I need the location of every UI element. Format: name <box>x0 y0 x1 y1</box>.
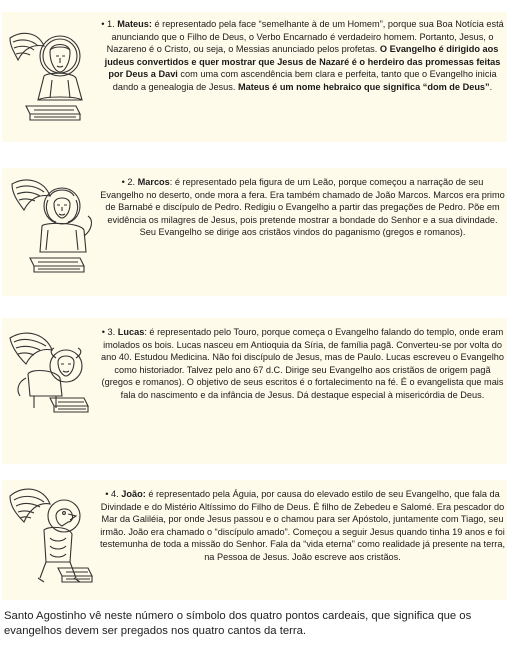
text-run-bold: Mateus é um nome hebraico que significa “dom de Deus” <box>237 81 490 92</box>
section-marcos <box>2 168 507 296</box>
evangelist-name: Mateus: <box>117 19 152 29</box>
winged-ox-icon <box>4 326 96 426</box>
evangelist-name: Lucas <box>117 327 145 337</box>
item-number: • 4. <box>105 489 119 499</box>
section-text <box>100 488 505 564</box>
section-mateus <box>2 12 507 142</box>
text-run: . <box>489 81 493 92</box>
section-lucas <box>2 318 507 464</box>
eagle-icon <box>4 482 96 592</box>
footer-note: Santo Agostinho vê neste número o símbolo dos quatro pontos cardeais, que significa que os evangelhos devem ser pregados nos quatro cantos da terra. <box>4 610 472 637</box>
section-text <box>100 176 505 239</box>
section-text <box>100 18 505 94</box>
winged-lion-icon <box>4 174 96 284</box>
text-run: com uma com ascendência bem clara e perfeita, tanto que o Evangelho inicia dando a genealogia de Jesus. <box>112 69 497 92</box>
man-angel-icon <box>4 26 96 130</box>
evangelist-name: Marcos <box>137 177 170 187</box>
text-run: : é representado pela figura de um Leão, porque começou a narração de seu Evangelho no deserto, onde mora a fera. Era também chamado de João Marcos. Marcos era primo de Barnabé e discípulo de Pedro. Redigiu o Evangelho a partir das pregações de Pedro. Põe em evidência os milagres de Jesus, pois pretende mostrar a bondade do Senhor e a sua divindade. Seu Evangelho se dirige aos cristãos vindos do paganismo (gregos e romanos). <box>100 177 505 238</box>
text-run: é representado pela face “semelhante à de um Homem”, porque sua Boa Notícia está anunciando que o Filho de Deus, o Verbo Encarnado é verdadeiro homem. Portanto, Jesus, o Nazareno é o Cristo, ou seja, o Messias anunciado pelos profetas. <box>106 19 504 55</box>
text-run: é representado pela Águia, por causa do elevado estilo de seu Evangelho, que fala da Divindade e do Mistério Altíssimo do Filho de Deus. É filho de Zebedeu e Salomé. Era pescador do Mar da Galiléia, por onde Jesus passou e o chamou para ser Apóstolo, juntamente com Tiago, seu irmão. João era chamado o “discípulo amado”. Começou a seguir Jesus quando tinha 19 anos e foi testemunha de toda a missão do Senhor. Fala da “vida eterna” como realidade já presente na terra, na Pessoa de Jesus. João escreve aos cristãos. <box>100 489 506 562</box>
item-number: • 1. <box>101 19 115 29</box>
item-number: • 2. <box>121 177 136 187</box>
section-text <box>100 326 505 402</box>
text-run-bold: O Evangelho é dirigido aos judeus convertidos e quer mostrar que Jesus de Nazaré é o herdeiro das promessas feitas por Deus a Davi <box>104 44 501 80</box>
section-joao <box>2 480 507 600</box>
item-number: • 3. <box>101 327 116 337</box>
evangelist-name: João: <box>121 489 146 499</box>
text-run: : é representado pelo Touro, porque começa o Evangelho falando do templo, onde eram imolados os bois. Lucas nasceu em Antioquia da Síria, de família pagã. Converteu-se por volta do ano 40. Estudou Medicina. Não foi discípulo de Jesus, mas de Paulo. Lucas escreveu o Evangelho como historiador. Talvez pelo ano 67 d.C. Dirige seu Evangelho aos cristãos de origem pagã (gregos e romanos). O objetivo de seus escritos é o fortalecimento na fé. É o evangelista que mais fala do nascimento e da infância de Jesus. Dá destaque especial à misericórdia de Deus. <box>101 327 504 400</box>
